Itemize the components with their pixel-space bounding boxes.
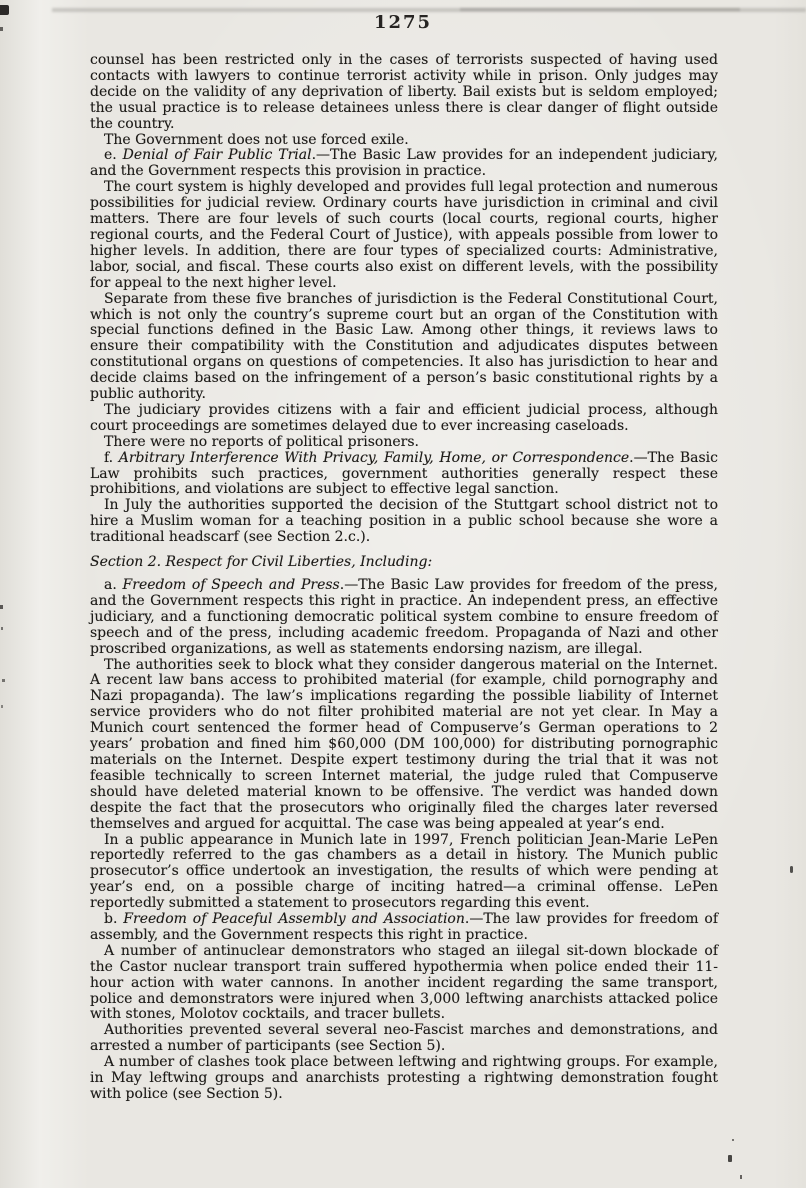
scan-speck (728, 1155, 732, 1162)
scan-smudge-top-edge (460, 8, 740, 11)
text-run: .—The law provides for freedom of assembly, and the Government respects this right in practice. (90, 911, 718, 943)
text-run: In July the authorities supported the decision of the Stuttgart school district not to hire a Muslim woman for a teaching position in a public school because she wore a traditional headscarf (see Section 2.c.). (90, 497, 718, 546)
text-run: e. (104, 147, 123, 164)
text-run: .—The Basic Law prohibits such practices, government authorities generally respect these prohibitions, and violations are subject to effective legal sanction. (90, 449, 718, 498)
text-run: .—The Basic Law provides for freedom of the press, and the Government respects this right in practice. An independent press, an effective judiciary, and a functioning democratic political system combine to ensure freedom of speech and of the press, including academic freedom. Propaganda of Nazi and other proscribed organizations, as well as statements endorsing nazism, are illegal. (90, 577, 718, 657)
text-run: A number of clashes took place between leftwing and rightwing groups. For example, in May leftwing groups and anarchists protesting a rightwing demonstration fought with police (see Section 5). (90, 1054, 718, 1102)
scan-speck (740, 1175, 742, 1179)
scan-speck (1, 705, 3, 708)
paragraph (90, 498, 718, 546)
paragraph (90, 578, 718, 658)
scan-speck (2, 679, 5, 682)
paragraph (90, 658, 718, 833)
text-run: counsel has been restricted only in the cases of terrorists suspected of having used contacts with lawyers to continue terrorist activity while in prison. Only judges may decide on the validity of any deprivation of liberty. Bail exists but is seldom employed; the usual practice is to release detainees unless there is clear danger of flight outside the country. (90, 52, 718, 132)
text-run: f. (104, 449, 119, 466)
scan-speck (1, 627, 3, 630)
text-run: .—The Basic Law provides for an independent judiciary, and the Government respects this provision in practice. (90, 147, 719, 180)
scan-mark-top-left-corner (0, 5, 9, 15)
paragraph (90, 1023, 718, 1055)
paragraph (90, 435, 718, 451)
paragraph (90, 944, 718, 1024)
paragraph (90, 451, 718, 499)
text-run: A number of antinuclear demonstrators who staged an iilegal sit-down blockade of the Castor nuclear transport train suffered hypothermia when police ended their 11-hour action with water cannons. In another incident regarding the same transport, police and demonstrators were injured when 3,000 leftwing anarchists attacked police with stones, Molotov cocktails, and tracer bullets. (90, 942, 718, 1023)
section-heading (90, 555, 718, 571)
text-run: Separate from these five branches of jurisdiction is the Federal Constitutional Court, which is not only the country’s supreme court but an organ of the Constitution with special functions defined in the Basic Law. Among other things, it reviews laws to ensure their compatibility with the Constitution and adjudicates disputes between constitutional organs on questions of competencies. It also has jurisdiction to hear and decide claims based on the infringement of a person’s basic constitutional rights by a public authority. (90, 290, 718, 403)
paragraph (90, 403, 718, 435)
paragraph (90, 292, 718, 403)
italic-run: Arbitrary Interference With Privacy, Family, Home, or Correspondence (118, 449, 630, 466)
text-run: There were no reports of political prisoners. (104, 433, 419, 450)
text-run: a. (104, 577, 123, 593)
paragraph (90, 1055, 718, 1103)
scan-speck (0, 605, 3, 609)
paragraph (90, 148, 718, 180)
paragraph (90, 53, 718, 133)
page-number: 1275 (373, 12, 433, 33)
italic-run: Freedom of Peaceful Assembly and Association (123, 911, 465, 928)
text-run: The court system is highly developed and provides full legal protection and numerous possibilities for judicial review. Ordinary courts have jurisdiction in criminal and civil matters. There are four levels of such courts (local courts, regional courts, higher regional courts, and the Federal Court of Justice), with appeals possible from lower to higher levels. In addition, there are four types of specialized courts: Administrative, labor, social, and fiscal. These courts also exist on different levels, with the possibility for appeal to the next higher level. (90, 179, 718, 291)
paragraph (90, 180, 718, 291)
paragraph (90, 833, 718, 913)
paragraph (90, 912, 718, 944)
text-run: Authorities prevented several several neo-Fascist marches and demonstrations, and arrested a number of participants (see Section 5). (90, 1022, 718, 1055)
text-run: b. (104, 911, 124, 928)
scan-speck (732, 1139, 734, 1141)
paragraph (90, 133, 718, 149)
text-run: The authorities seek to block what they consider dangerous material on the Internet. A recent law bans access to prohibited material (for example, child pornography and Nazi propaganda). The law’s implications regarding the possible liability of Internet service providers who do not filter prohibited material are not yet clear. In May a Munich court sentenced the former head of Compuserve’s German operations to 2 years’ probation and fined him $60,000 (DM 100,000) for distributing pornographic materials on the Internet. Despite expert testimony during the trial that it was not feasible technically to screen Internet material, the judge ruled that Compuserve should have deleted material known to be offensive. The verdict was handed down despite the fact that the prosecutors who originally filed the charges later reversed themselves and argued for acquittal. The case was being appealed at year’s end. (90, 656, 718, 832)
italic-run: Freedom of Speech and Press (122, 577, 340, 593)
text-run: The judiciary provides citizens with a fair and efficient judicial process, although court proceedings are sometimes delayed due to ever increasing caseloads. (90, 401, 718, 434)
scan-speck (0, 27, 3, 31)
text-run: In a public appearance in Munich late in 1997, French politician Jean-Marie LePen reportedly referred to the gas chambers as a detail in history. The Munich public prosecutor’s office undertook an investigation, the results of which were pending at year’s end, on a possible charge of inciting hatred—a criminal offense. LePen reportedly submitted a statement to prosecutors regarding this event. (90, 831, 718, 912)
page-body (90, 53, 718, 1103)
italic-run: Section 2. Respect for Civil Liberties, Including: (90, 554, 433, 571)
scan-speck (790, 866, 793, 873)
text-run: The Government does not use forced exile. (104, 131, 409, 148)
italic-run: Denial of Fair Public Trial (122, 147, 312, 164)
